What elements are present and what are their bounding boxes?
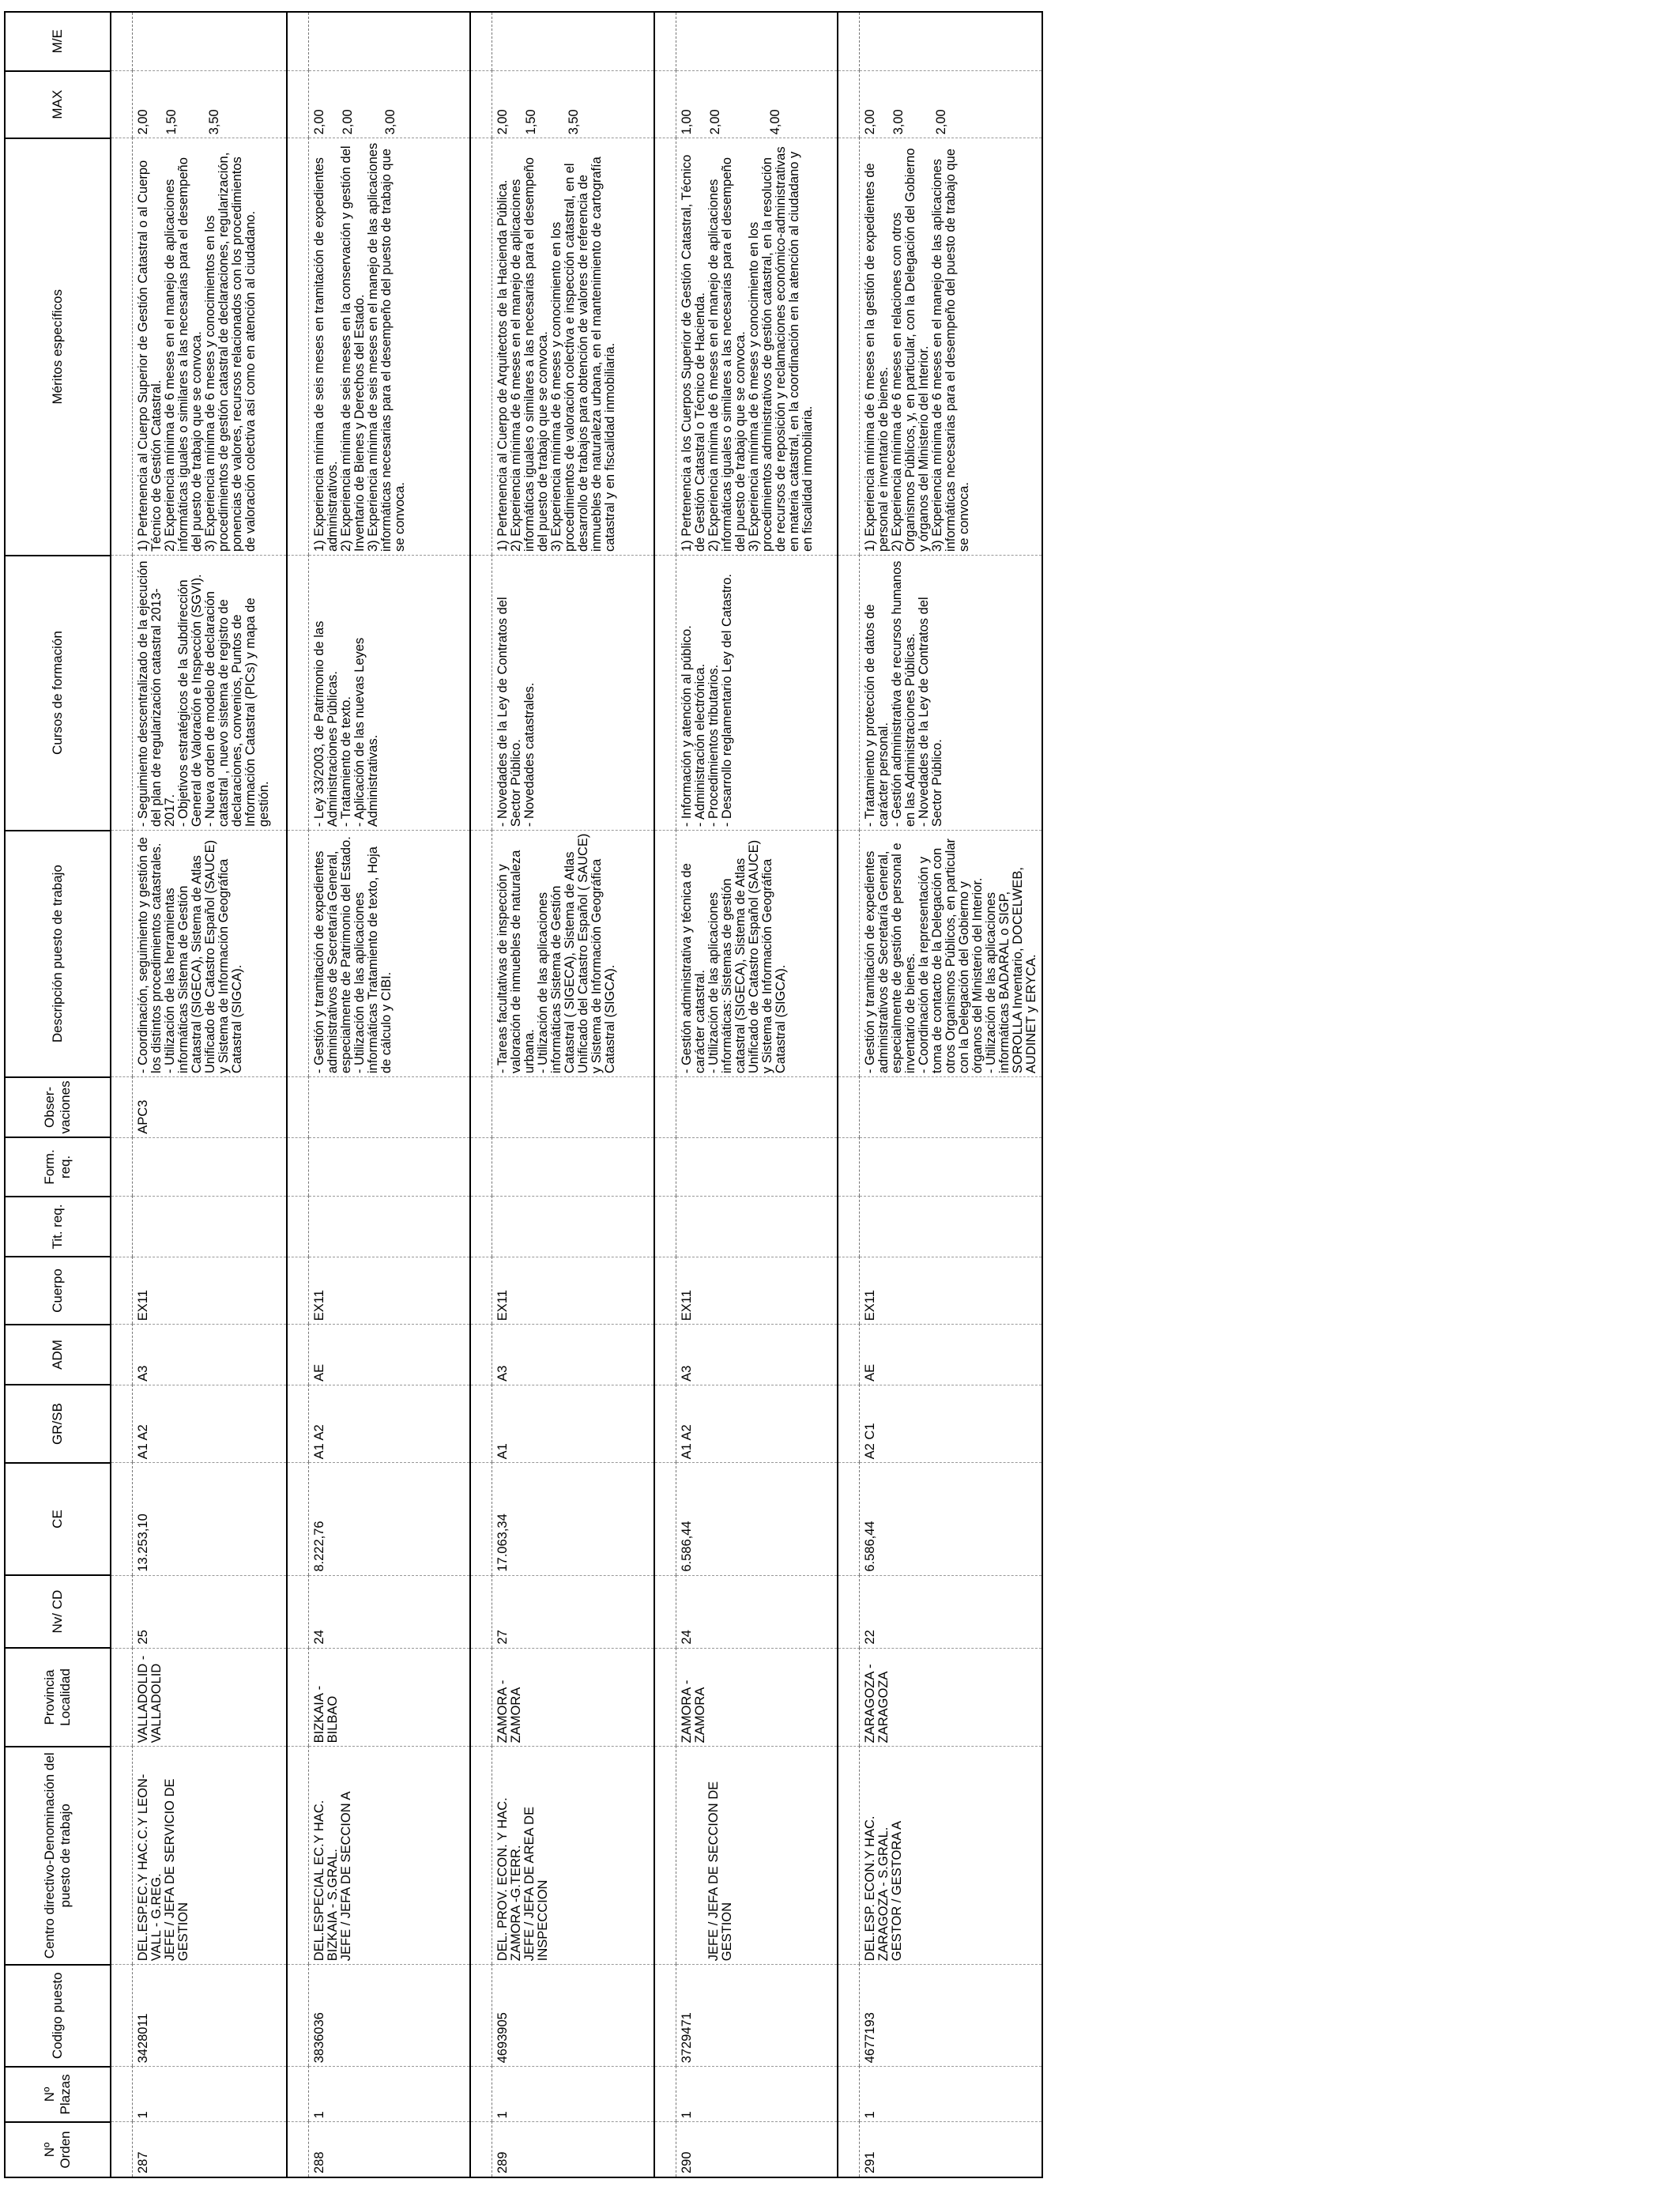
header-ce: CE: [5, 1463, 111, 1575]
header-cuerpo: Cuerpo: [5, 1257, 111, 1324]
descripcion-text: - Coordinación, seguimiento y gestión de los distintos procedimientos catastrales. - Utilización de las herramientas informáticas Sistema de Gestión Catastral (SIGECA), Sistema de Atlas Unificado de Catastro Español (SAUCE) y Sistema de Información Geográfica Catastral (SIGCA).: [136, 837, 244, 1074]
separator-cell: [470, 556, 492, 831]
header-orden: Nº Orden: [5, 2122, 111, 2177]
cell-me: [133, 12, 287, 71]
cell-provincia: [492, 1648, 654, 1747]
separator-cell: [654, 1747, 676, 1965]
provincia-value: ZARAGOZA - ZARAGOZA: [863, 1664, 891, 1744]
descripcion-text: - Gestión y tramitación de expedientes administrativos de Secretaría General, especialmente de gestión de personal e inventario de bienes. - Coordinación de la representación y toma de contacto de la Delegación con otros Organismos Públicos, en particular con la Delegación del Gobierno y órganos del Ministerio del Interior. - Utilización de las aplicaciones informáticas BADARAL o SIGP, SOROLLA Inventario, DOCELWEB, AUDINET y ERYCA.: [863, 839, 1038, 1074]
separator-cell: [470, 1197, 492, 1257]
cell-codigo: [133, 1965, 287, 2067]
table-row: [308, 12, 470, 2177]
table-row: [676, 12, 838, 2177]
cell-form: [676, 1137, 838, 1196]
separator-cell: [838, 2067, 860, 2122]
cell-ce: [308, 1463, 470, 1575]
separator-cell: [287, 1385, 309, 1463]
grupo-value: A1: [495, 1443, 510, 1460]
cell-max: [492, 71, 654, 138]
cell-cursos: [676, 556, 838, 831]
cell-cursos: [492, 556, 654, 831]
cell-obs: [492, 1077, 654, 1138]
grupo-value: A1 A2: [311, 1424, 326, 1460]
provincia-value: VALLADOLID - VALLADOLID: [136, 1655, 164, 1744]
codigo-value: 3729471: [679, 2012, 694, 2064]
separator-cell: [654, 1077, 676, 1138]
nivel-value: 27: [495, 1630, 510, 1645]
cell-orden: [133, 2122, 287, 2177]
ce-value: 8.222,76: [311, 1521, 326, 1572]
separator-cell: [287, 71, 309, 138]
cell-plazas: [492, 2067, 654, 2122]
merit-score: 3,00: [382, 109, 397, 135]
separator-cell: [287, 556, 309, 831]
separator-cell: [287, 1965, 309, 2067]
descripcion-text: - Gestión administrativa y técnica de carácter catastral. - Utilización de las aplicaciones informáticas: Sistemas de gestión catastral (SIGECA), Sistema de Atlas Unificado de Catastro Español (SAUCE) y Sistema de Información Geográfica Catastral (SIGCA).: [679, 839, 788, 1074]
cell-meritos: [133, 138, 287, 556]
cell-centro: [492, 1747, 654, 1965]
cell-max: [133, 71, 287, 138]
separator-cell: [287, 831, 309, 1077]
nivel-value: 24: [679, 1630, 694, 1645]
separator-cell: [838, 556, 860, 831]
centro-directivo: DEL.ESP. ECON.Y HAC. ZARAGOZA - S.GRAL.: [863, 1815, 891, 1962]
separator-cell: [654, 138, 676, 556]
header-nivel: Nv/ CD: [5, 1575, 111, 1648]
cell-form: [492, 1137, 654, 1196]
meritos-text: 1) Pertenencia al Cuerpo Superior de Gestión Catastral o al Cuerpo Técnico de Gestión Catastral. 2) Experiencia mínima de 6 meses en el manejo de aplicaciones informáticas iguales o similares a las necesarias para el desempeño del puesto de trabajo que se convoca. 3) Experiencia mínima de 6 meses y conocimientos en los procedimientos de gestión catastral de declaraciones, regularización, ponencias de valores, recursos relacionados con los procedimientos de valoración colectiva así como en atención al ciudadano.: [136, 152, 258, 552]
cell-nivel: [492, 1575, 654, 1648]
nivel-value: 24: [311, 1630, 326, 1645]
plazas-value: 1: [863, 2111, 877, 2119]
table-header-row: [5, 12, 111, 2177]
orden-value: 288: [311, 2151, 326, 2173]
header-tit: Tit. req.: [5, 1197, 111, 1257]
meritos-text: 1) Pertenencia al Cuerpo de Arquitectos de la Hacienda Pública. 2) Experiencia mínima de 6 meses en el manejo de aplicaciones informáticas iguales o similares a las necesarias para el desempeño del puesto de trabajo que se convoca. 3) Experiencia mínima de 6 meses y conocimiento en los procedimientos de valoración colectiva e inspección catastral, en el desarrollo de trabajos para obtención de valores de referencia de inmuebles de naturaleza urbana, en el mantenimiento de cartografía catastral y en fiscalidad inmobiliaria.: [495, 156, 617, 552]
cell-max: [860, 71, 1043, 138]
separator-cell: [654, 831, 676, 1077]
provincia-value: ZAMORA - ZAMORA: [679, 1679, 707, 1744]
merit-score: 3,50: [207, 109, 221, 135]
header-me: M/E: [5, 12, 111, 71]
cell-grupo: [676, 1385, 838, 1463]
centro-directivo: DEL. PROV. ECON. Y HAC. ZAMORA -G.TERR.: [495, 1797, 523, 1962]
orden-value: 289: [495, 2151, 510, 2173]
orden-value: 287: [136, 2151, 150, 2173]
cell-tit: [860, 1197, 1043, 1257]
cell-meritos: [492, 138, 654, 556]
ce-value: 6.586,44: [679, 1521, 694, 1572]
puesto-denominacion: JEFE / JEFA DE AREA DE INSPECCION: [522, 1806, 550, 1962]
separator-cell: [287, 1197, 309, 1257]
cursos-text: - Información y atención al público. - Administración electrónica. - Procedimientos tributarios. - Desarrollo reglamentario Ley del Catastro.: [679, 574, 734, 827]
meritos-text: 1) Experiencia mínima de seis meses en tramitación de expedientes administrativos. 2) Experiencia mínima de seis meses en la conservación y gestión del Inventario de Bienes y Derechos del Estado. 3) Experiencia mínima de seis meses en el manejo de las aplicaciones informáticas necesarias para el desempeño del puesto de trabajo que se convoca.: [311, 142, 407, 552]
separator-cell: [838, 1463, 860, 1575]
codigo-value: 3836036: [311, 2012, 326, 2064]
separator-cell: [111, 1257, 133, 1324]
cell-provincia: [308, 1648, 470, 1747]
cell-codigo: [676, 1965, 838, 2067]
separator-cell: [111, 1747, 133, 1965]
separator-cell: [111, 2067, 133, 2122]
separator-cell: [838, 1197, 860, 1257]
cell-grupo: [860, 1385, 1043, 1463]
provincia-value: ZAMORA - ZAMORA: [495, 1679, 523, 1744]
cell-nivel: [860, 1575, 1043, 1648]
row-separator: [287, 12, 309, 2177]
cuerpo-value: EX11: [495, 1290, 510, 1321]
row-separator: [838, 12, 860, 2177]
plazas-value: 1: [136, 2111, 150, 2119]
cell-orden: [492, 2122, 654, 2177]
separator-cell: [470, 1648, 492, 1747]
ce-value: 13.253,10: [136, 1514, 150, 1572]
header-form: Form. req.: [5, 1137, 111, 1196]
cell-centro: [308, 1747, 470, 1965]
cell-me: [492, 12, 654, 71]
merit-score: 2,00: [934, 109, 948, 135]
cell-cuerpo: [676, 1257, 838, 1324]
cell-provincia: [676, 1648, 838, 1747]
meritos-text: 1) Experiencia mínima de 6 meses en la gestión de expedientes de personal e inventario de bienes. 2) Experiencia mínima de 6 meses en relaciones con otros Organismos Públicos, y, en particular, con la Delegación del Gobierno y órganos del Ministerio del Interior. 3) Experiencia mínima de 6 meses en el manejo de las aplicaciones informáticas necesarias para el desempeño del puesto de trabajo que se convoca.: [863, 148, 971, 552]
merit-score: 1,00: [679, 109, 694, 135]
adm-value: A3: [136, 1365, 150, 1382]
merit-score: 1,50: [524, 109, 538, 135]
separator-cell: [654, 1257, 676, 1324]
cell-cursos: [860, 556, 1043, 831]
plazas-value: 1: [311, 2111, 326, 2119]
separator-cell: [838, 831, 860, 1077]
separator-cell: [111, 138, 133, 556]
separator-cell: [470, 1463, 492, 1575]
plazas-value: 1: [679, 2111, 694, 2119]
header-cursos: Cursos de formación: [5, 556, 111, 831]
separator-cell: [470, 1747, 492, 1965]
obs-value: APC3: [136, 1099, 150, 1134]
separator-cell: [470, 2122, 492, 2177]
merit-score: 2,00: [311, 109, 326, 135]
puesto-denominacion: GESTOR / GESTORA A: [890, 1820, 904, 1962]
table-row: [860, 12, 1043, 2177]
cell-plazas: [308, 2067, 470, 2122]
merit-score: 2,00: [707, 109, 722, 135]
cell-orden: [860, 2122, 1043, 2177]
cell-provincia: [133, 1648, 287, 1747]
cell-codigo: [860, 1965, 1043, 2067]
ce-value: 17.063,34: [495, 1514, 510, 1572]
nivel-value: 25: [136, 1630, 150, 1645]
provincia-value: BIZKAIA - BILBAO: [311, 1685, 340, 1744]
separator-cell: [838, 1257, 860, 1324]
separator-cell: [838, 1137, 860, 1196]
header-plazas: Nº Plazas: [5, 2067, 111, 2122]
cell-form: [133, 1137, 287, 1196]
centro-directivo: DEL.ESPECIAL EC.Y HAC. BIZKAIA - S.GRAL.: [311, 1800, 340, 1962]
separator-cell: [470, 1325, 492, 1385]
separator-cell: [838, 1965, 860, 2067]
cursos-text: - Novedades de la Ley de Contratos del Sector Público. - Novedades catastrales.: [495, 597, 537, 827]
cell-nivel: [676, 1575, 838, 1648]
separator-cell: [654, 1965, 676, 2067]
separator-cell: [470, 2067, 492, 2122]
cell-cuerpo: [860, 1257, 1043, 1324]
cell-cuerpo: [308, 1257, 470, 1324]
descripcion-text: - Gestión y tramitación de expedientes administrativos de Secretaría General, especialmente de Patrimonio del Estado. - Utilización de las aplicaciones informáticas Tratamiento de texto, Hoja de cálculo y CIBI.: [311, 836, 394, 1074]
separator-cell: [111, 1965, 133, 2067]
separator-cell: [287, 1463, 309, 1575]
separator-cell: [287, 1648, 309, 1747]
orden-value: 291: [863, 2151, 877, 2173]
header-max: MAX: [5, 71, 111, 138]
separator-cell: [470, 1965, 492, 2067]
separator-cell: [111, 1077, 133, 1138]
cell-cursos: [308, 556, 470, 831]
cell-descripcion: [492, 831, 654, 1077]
table-row: [492, 12, 654, 2177]
separator-cell: [654, 1197, 676, 1257]
cell-orden: [676, 2122, 838, 2177]
separator-cell: [654, 71, 676, 138]
separator-cell: [287, 1137, 309, 1196]
codigo-value: 3428011: [136, 2013, 150, 2064]
separator-cell: [111, 1463, 133, 1575]
separator-cell: [111, 1197, 133, 1257]
cell-me: [676, 12, 838, 71]
grupo-value: A1 A2: [679, 1424, 694, 1460]
separator-cell: [111, 12, 133, 71]
cuerpo-value: EX11: [311, 1290, 326, 1321]
row-separator: [470, 12, 492, 2177]
separator-cell: [838, 1325, 860, 1385]
cell-ce: [492, 1463, 654, 1575]
separator-cell: [654, 2122, 676, 2177]
separator-cell: [287, 12, 309, 71]
cell-obs: [133, 1077, 287, 1138]
cell-descripcion: [860, 831, 1043, 1077]
separator-cell: [111, 831, 133, 1077]
separator-cell: [111, 1325, 133, 1385]
puesto-denominacion: JEFE / JEFA DE SERVICIO DE GESTION: [163, 1778, 190, 1962]
cell-codigo: [492, 1965, 654, 2067]
separator-cell: [287, 138, 309, 556]
cell-descripcion: [133, 831, 287, 1077]
plazas-value: 1: [495, 2111, 510, 2119]
cell-adm: [676, 1325, 838, 1385]
table-row: [133, 12, 287, 2177]
cell-centro: [676, 1747, 838, 1965]
separator-cell: [838, 1747, 860, 1965]
cell-me: [860, 12, 1043, 71]
cuerpo-value: EX11: [136, 1290, 150, 1321]
cell-tit: [133, 1197, 287, 1257]
cursos-text: - Seguimiento descentralizado de la ejecución del plan de regularización catastral 2013-2017. - Objetivos estratégicos de la Subdirección General de Valoración e Inspección (SGVI). - Nueva orden de modelo de declaración catastral , nuevo sistema de registro de declaraciones, convenios, Puntos de Información Catastral (PICs) y mapa de gestión.: [136, 560, 271, 827]
cell-grupo: [133, 1385, 287, 1463]
merit-score: 2,00: [495, 109, 510, 135]
nivel-value: 22: [863, 1630, 877, 1645]
separator-cell: [838, 1648, 860, 1747]
separator-cell: [838, 1385, 860, 1463]
separator-cell: [838, 138, 860, 556]
adm-value: A3: [679, 1365, 694, 1382]
cell-adm: [860, 1325, 1043, 1385]
cell-centro: [860, 1747, 1043, 1965]
cell-meritos: [676, 138, 838, 556]
codigo-value: 4677193: [863, 2012, 877, 2064]
spacer: [680, 1749, 707, 1961]
separator-cell: [470, 831, 492, 1077]
header-provincia: Provincia Localidad: [5, 1648, 111, 1747]
separator-cell: [654, 556, 676, 831]
cell-adm: [492, 1325, 654, 1385]
header-codigo: Codigo puesto: [5, 1965, 111, 2067]
cell-ce: [860, 1463, 1043, 1575]
cell-meritos: [308, 138, 470, 556]
merit-score: 1,50: [164, 109, 179, 135]
cell-descripcion: [308, 831, 470, 1077]
separator-cell: [654, 1575, 676, 1648]
row-separator: [654, 12, 676, 2177]
cell-plazas: [676, 2067, 838, 2122]
separator-cell: [470, 1137, 492, 1196]
job-positions-table: [4, 11, 1043, 2178]
separator-cell: [287, 2067, 309, 2122]
separator-cell: [654, 1648, 676, 1747]
adm-value: A3: [495, 1365, 510, 1382]
cell-ce: [676, 1463, 838, 1575]
cell-plazas: [860, 2067, 1043, 2122]
cell-orden: [308, 2122, 470, 2177]
merit-score: 3,50: [567, 109, 581, 135]
codigo-value: 4693905: [495, 2012, 510, 2064]
separator-cell: [111, 1575, 133, 1648]
merit-score: 4,00: [768, 109, 782, 135]
separator-cell: [838, 71, 860, 138]
puesto-denominacion: JEFE / JEFA DE SECCION DE GESTION: [706, 1781, 734, 1962]
adm-value: AE: [863, 1363, 877, 1382]
header-adm: ADM: [5, 1325, 111, 1385]
separator-cell: [111, 2122, 133, 2177]
separator-cell: [111, 556, 133, 831]
separator-cell: [470, 1575, 492, 1648]
separator-cell: [654, 1385, 676, 1463]
cuerpo-value: EX11: [679, 1290, 694, 1321]
separator-cell: [470, 12, 492, 71]
grupo-value: A1 A2: [136, 1424, 150, 1460]
cell-cursos: [133, 556, 287, 831]
separator-cell: [654, 1325, 676, 1385]
cell-form: [860, 1137, 1043, 1196]
separator-cell: [111, 71, 133, 138]
ce-value: 6.586,44: [863, 1521, 877, 1572]
cell-cuerpo: [133, 1257, 287, 1324]
cursos-text: - Ley 33/2003, de Patrimonio de las Administraciones Públicas. - Tratamiento de texto. - Aplicación de las nuevas Leyes Administrativas.: [311, 620, 380, 827]
separator-cell: [654, 1137, 676, 1196]
separator-cell: [287, 1747, 309, 1965]
cell-form: [308, 1137, 470, 1196]
separator-cell: [111, 1137, 133, 1196]
separator-cell: [287, 1575, 309, 1648]
merit-score: 2,00: [340, 109, 355, 135]
cell-grupo: [308, 1385, 470, 1463]
separator-cell: [287, 1325, 309, 1385]
meritos-text: 1) Pertenencia a los Cuerpos Superior de Gestión Catastral, Técnico de Gestión Catastral o Técnico de Hacienda. 2) Experiencia mínima de 6 meses en el manejo de aplicaciones informáticas iguales o similares a las necesarias para el desempeño del puesto de trabajo que se convoca. 3) Experiencia mínima de 6 meses y conocimiento en los procedimientos administrativos de gestión catastral, en la resolución de recursos de reposición y reclamaciones económico-administrativas en materia catastral, en la coordinación en la atención al ciudadano y en fiscalidad inmobiliaria.: [679, 146, 815, 552]
separator-cell: [111, 1385, 133, 1463]
cell-ce: [133, 1463, 287, 1575]
separator-cell: [838, 1575, 860, 1648]
cell-provincia: [860, 1648, 1043, 1747]
orden-value: 290: [679, 2151, 694, 2173]
separator-cell: [838, 12, 860, 71]
cell-obs: [860, 1077, 1043, 1138]
descripcion-text: - Tareas facultativas de inspección y valoración de inmuebles de naturaleza urbana. - Utilización de las aplicaciones informáticas Sistema de Gestión Catastral ( SIGECA), Sistema de Atlas Unificado del Catastro Español ( SAUCE) y Sistema de Información Geográfica Catastral (SIGCA).: [495, 833, 617, 1074]
header-meritos: Méritos específicos: [5, 138, 111, 556]
header-grupo: GR/SB: [5, 1385, 111, 1463]
cell-adm: [308, 1325, 470, 1385]
separator-cell: [470, 1257, 492, 1324]
cell-max: [676, 71, 838, 138]
cell-tit: [676, 1197, 838, 1257]
cell-me: [308, 12, 470, 71]
cursos-text: - Tratamiento y protección de datos de carácter personal. - Gestión administrativa de recursos humanos en las Administraciones Públicas. - Novedades de la Ley de Contratos del Sector Público.: [863, 560, 944, 827]
cell-grupo: [492, 1385, 654, 1463]
merit-score: 2,00: [136, 109, 150, 135]
puesto-denominacion: JEFE / JEFA DE SECCION A: [338, 1791, 353, 1962]
cell-descripcion: [676, 831, 838, 1077]
cell-centro: [133, 1747, 287, 1965]
adm-value: AE: [311, 1363, 326, 1382]
header-obs: Obser-vaciones: [5, 1077, 111, 1138]
cell-max: [308, 71, 470, 138]
separator-cell: [111, 1648, 133, 1747]
cell-nivel: [133, 1575, 287, 1648]
table-body: [111, 12, 1042, 2177]
cell-tit: [492, 1197, 654, 1257]
grupo-value: A2 C1: [863, 1423, 877, 1460]
separator-cell: [287, 2122, 309, 2177]
cell-cuerpo: [492, 1257, 654, 1324]
separator-cell: [287, 1257, 309, 1324]
merit-score: 3,00: [891, 109, 906, 135]
row-separator: [111, 12, 133, 2177]
separator-cell: [470, 1077, 492, 1138]
merit-score: 2,00: [863, 109, 877, 135]
header-descripcion: Descripción puesto de trabajo: [5, 831, 111, 1077]
cell-codigo: [308, 1965, 470, 2067]
separator-cell: [838, 2122, 860, 2177]
cell-meritos: [860, 138, 1043, 556]
cell-nivel: [308, 1575, 470, 1648]
cell-tit: [308, 1197, 470, 1257]
cell-plazas: [133, 2067, 287, 2122]
separator-cell: [654, 1463, 676, 1575]
cell-adm: [133, 1325, 287, 1385]
separator-cell: [287, 1077, 309, 1138]
separator-cell: [470, 71, 492, 138]
cuerpo-value: EX11: [863, 1290, 877, 1321]
cell-obs: [308, 1077, 470, 1138]
header-centro: Centro directivo-Denominación del puesto de trabajo: [5, 1747, 111, 1965]
separator-cell: [654, 2067, 676, 2122]
separator-cell: [654, 12, 676, 71]
centro-directivo: DEL.ESP.EC.Y HAC.C.Y LEON-VALL - G.REG.: [136, 1774, 164, 1962]
separator-cell: [838, 1077, 860, 1138]
separator-cell: [470, 138, 492, 556]
cell-obs: [676, 1077, 838, 1138]
separator-cell: [470, 1385, 492, 1463]
